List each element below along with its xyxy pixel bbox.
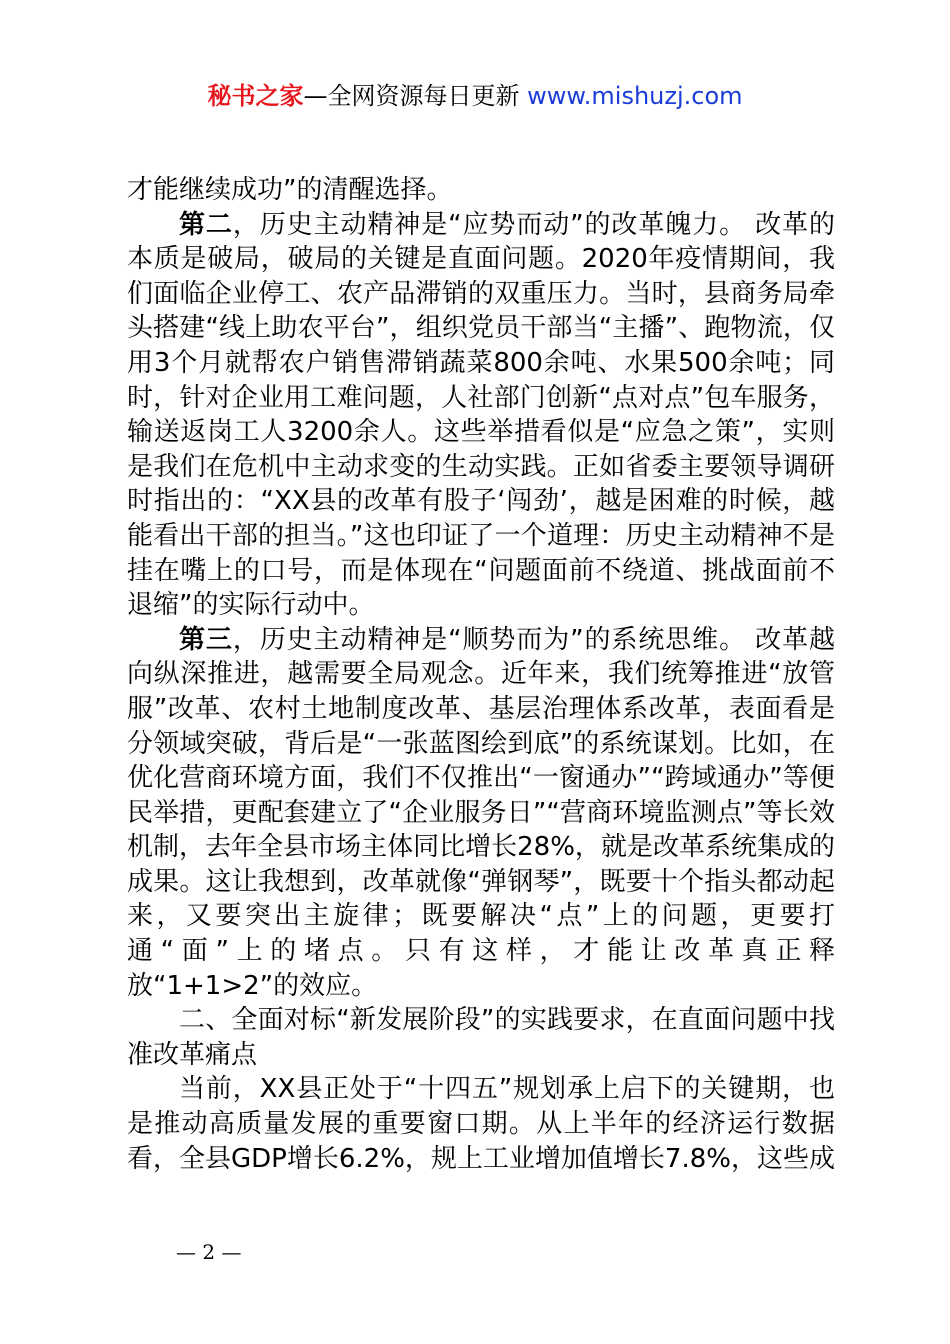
paragraph-lead: 第三 xyxy=(179,624,233,655)
page-number: — 2 — xyxy=(176,1240,242,1264)
paragraph-text: 才能继续成功”的清醒选择。 xyxy=(127,175,453,205)
paragraph-third-point xyxy=(127,623,835,1004)
paragraph-current-situation xyxy=(127,1072,835,1176)
section-heading xyxy=(127,1003,835,1072)
site-brand: 秘书之家 xyxy=(207,82,304,110)
paragraph-text: 当前，XX县正处于“十四五”规划承上启下的关键期，也是推动高质量发展的重要窗口期。从上半年的经济运行数据看，全县GDP增长6.2%，规上工业增加值增长7.8%，这些成 xyxy=(127,1074,835,1174)
site-url-link[interactable]: www.mishuzj.com xyxy=(527,82,743,110)
site-header xyxy=(0,80,950,112)
section-heading-text: 二、全面对标“新发展阶段”的实践要求，在直面问题中找准改革痛点 xyxy=(127,1005,835,1070)
paragraph-second-point xyxy=(127,208,835,623)
paragraph-lead: 第二 xyxy=(179,209,233,240)
paragraph-text: ，历史主动精神是“应势而动”的改革魄力。 改革的本质是破局，破局的关键是直面问题。2020年疫情期间，我们面临企业停工、农产品滞销的双重压力。当时，县商务局牵头搭建“线上助农平台”，组织党员干部当“主播”、跑物流，仅用3个月就帮农户销售滞销蔬菜800余吨、水果500余吨；同时，针对企业用工难问题，人社部门创新“点对点”包车服务，输送返岗工人3200余人。这些举措看似是“应急之策”，实则是我们在危机中主动求变的生动实践。正如省委主要领导调研时指出的：“XX县的改革有股子‘闯劲’，越是困难的时候，越能看出干部的担当。”这也印证了一个道理：历史主动精神不是挂在嘴上的口号，而是体现在“问题面前不绕道、挑战面前不退缩”的实际行动中。 xyxy=(127,209,835,621)
paragraph-continued xyxy=(127,173,835,208)
site-tagline: —全网资源每日更新 xyxy=(303,82,528,110)
document-body xyxy=(127,173,835,1176)
paragraph-text: ，历史主动精神是“顺势而为”的系统思维。 改革越向纵深推进，越需要全局观念。近年来，我们统筹推进“放管服”改革、农村土地制度改革、基层治理体系改革，表面看是分领域突破，背后是“一张蓝图绘到底”的系统谋划。比如，在优化营商环境方面，我们不仅推出“一窗通办”“跨域通办”等便民举措，更配套建立了“企业服务日”“营商环境监测点”等长效机制，去年全县市场主体同比增长28%，就是改革系统集成的成果。这让我想到，改革就像“弹钢琴”，既要十个指头都动起来，又要突出主旋律；既要解决“点”上的问题，更要打通“面”上的堵点。只有这样，才能让改革真正释放“1+1>2”的效应。 xyxy=(127,624,835,1001)
